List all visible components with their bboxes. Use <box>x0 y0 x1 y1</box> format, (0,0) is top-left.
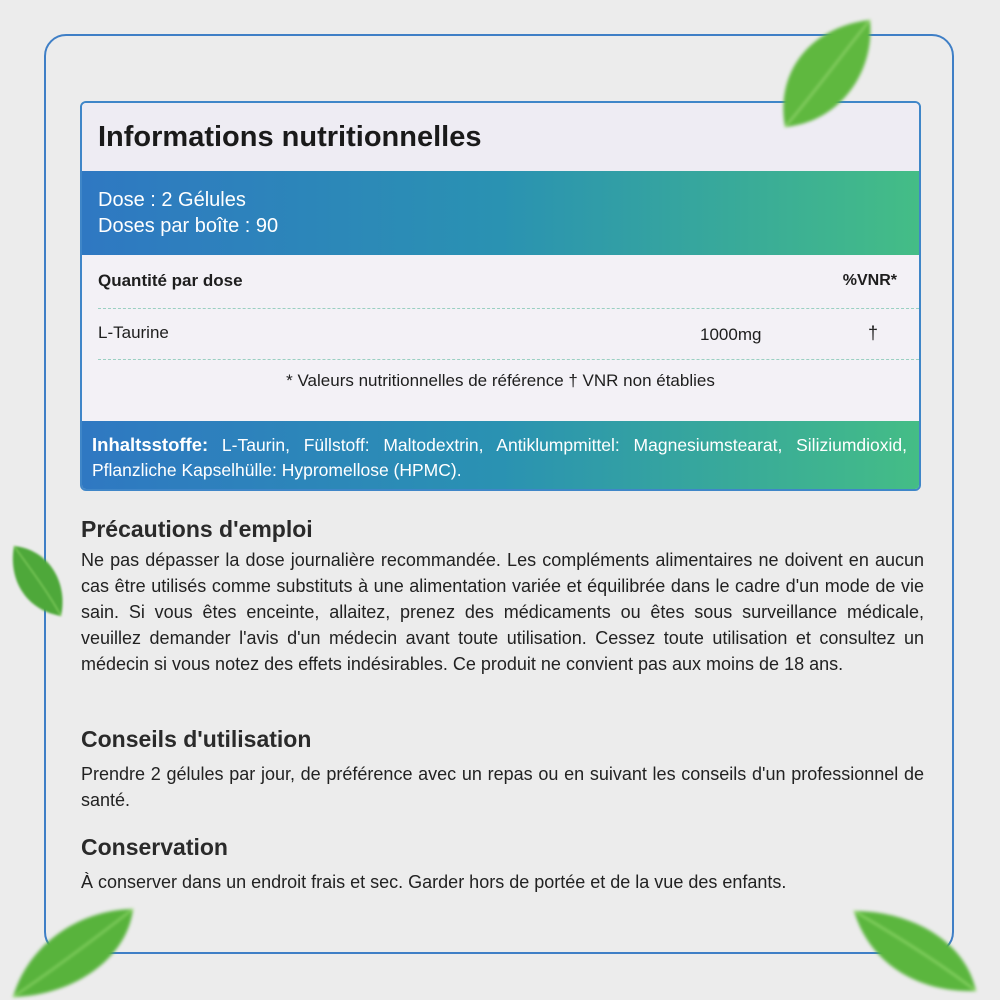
storage-text: À conserver dans un endroit frais et sec. Garder hors de portée et de la vue des enfants. <box>81 872 787 892</box>
column-header-quantity: Quantité par dose <box>98 271 243 290</box>
nutrient-vnr: † <box>868 323 879 343</box>
usage-title: Conseils d'utilisation <box>81 726 312 752</box>
leaf-icon <box>6 540 68 620</box>
precautions-text: Ne pas dépasser la dose journalière recommandée. Les compléments alimentaires ne doivent en aucun cas être utilisés comme substituts à une alimentation variée et équilibrée dans le cadre d'un mode de vie sain. Si vous êtes enceinte, allaitez, prenez des médicaments ou êtes sous surveillance médicale, veuillez demander l'avis d'un médecin avant toute utilisation. Cessez toute utilisation et consultez un médecin si vous notez des effets indésirables. Ce produit ne convient pas aux moins de 18 ans. <box>81 550 924 674</box>
usage-text: Prendre 2 gélules par jour, de préférence avec un repas ou en suivant les conseils d'un professionnel de santé. <box>81 764 924 810</box>
table-row <box>82 309 919 361</box>
nutrition-table <box>82 255 919 421</box>
dose-line: Dose : 2 Gélules <box>98 189 246 211</box>
nutrient-name: L-Taurine <box>98 323 169 342</box>
leaf-icon <box>8 905 138 1000</box>
storage-title: Conservation <box>81 834 228 860</box>
divider <box>98 359 919 360</box>
nutrient-quantity: 1000mg <box>700 325 762 344</box>
column-header-vnr: %VNR* <box>842 272 897 289</box>
precautions-title: Précautions d'emploi <box>81 516 313 542</box>
ingredients-band <box>82 421 919 491</box>
leaf-icon <box>770 12 880 137</box>
nutrition-card <box>80 101 921 491</box>
table-header-row <box>82 255 919 309</box>
dose-band <box>82 171 919 255</box>
doses-per-box-line: Doses par boîte : 90 <box>98 215 279 237</box>
table-footnote: * Valeurs nutritionnelles de référence † VNR non établies <box>286 371 715 390</box>
ingredients-label: Inhaltsstoffe: <box>92 434 209 455</box>
leaf-icon <box>850 905 980 995</box>
card-title: Informations nutritionnelles <box>82 103 919 171</box>
ingredients-text: L-Taurin, Füllstoff: Maltodextrin, Antiklumpmittel: Magnesiumstearat, Siliziumdioxid, Pflanzliche Kapselhülle: Hypromellose (HPMC). <box>92 435 907 480</box>
